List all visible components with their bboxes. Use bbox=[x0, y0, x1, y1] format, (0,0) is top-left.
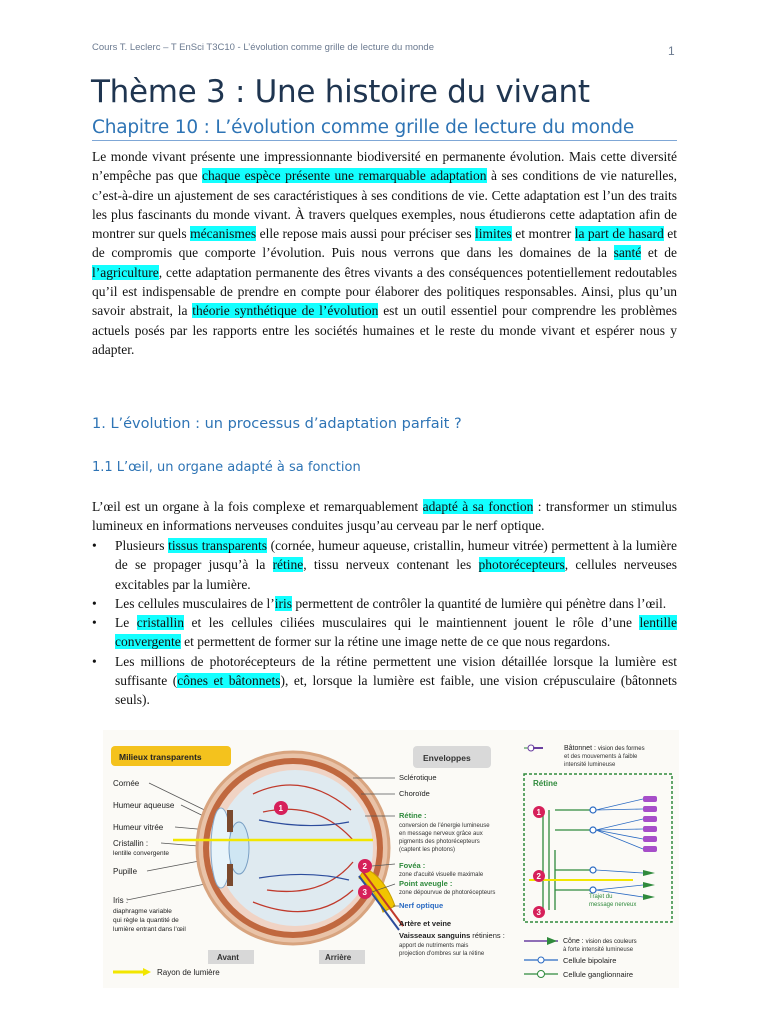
text-run: , cellules nerveuses excitables par la lumière. bbox=[115, 557, 677, 592]
highlighted-term: cristallin bbox=[136, 615, 185, 631]
highlighted-term: adapté à sa fonction bbox=[422, 499, 534, 514]
point-aveugle-desc: zone dépourvue de photorécepteurs bbox=[399, 890, 496, 896]
label-pupille: Pupille bbox=[113, 867, 138, 876]
retina-detail bbox=[524, 745, 672, 922]
batonnet-desc-3: intensité lumineuse bbox=[564, 762, 616, 768]
label-humeur-vitree: Humeur vitrée bbox=[113, 823, 164, 832]
label-iris-desc-1: diaphragme variable bbox=[113, 908, 172, 915]
highlighted-term: l’agriculture bbox=[92, 264, 159, 280]
chapter-title: Chapitre 10 : L’évolution comme grille de lecture du monde bbox=[92, 117, 677, 141]
vaisseaux-desc-2: projection d'ombres sur la rétine bbox=[399, 951, 485, 957]
page-number: 1 bbox=[668, 44, 675, 58]
text-run: Le bbox=[115, 615, 137, 631]
text-run: (cornée, humeur aqueuse, cristallin, humeur vitrée) permettent à la lumière de se propager jusqu’à la bbox=[115, 538, 677, 573]
text-run: à ses conditions de vie naturelles, c’est-à-dire un ajustement de ses caractéristiques à ses conditions de vie. Cette adaptation est l’un des traits les plus fascinants du monde vivant. À travers quelques exemples, nous étudierons cette adaptation afin de montrer sur quels bbox=[92, 168, 678, 242]
page-title: Thème 3 : Une histoire du vivant bbox=[91, 74, 590, 110]
vaisseaux-suffix: rétiniens : bbox=[472, 931, 505, 940]
text-run: , cette adaptation permanente des êtres vivants a des conséquences potentiellement redoutables qu’il est indispensable de prendre en compte pour élaborer des politiques responsables. Ainsi, plus qu’un savoir abstrait, la bbox=[92, 264, 677, 319]
cone-desc-1: vision des couleurs bbox=[585, 939, 637, 945]
batonnet-line bbox=[564, 745, 645, 752]
highlighted-term: iris bbox=[274, 595, 292, 611]
batonnet-desc-2: et des mouvements à faible bbox=[564, 754, 638, 760]
section-heading-1-1: 1.1 L’œil, un organe adapté à sa fonction bbox=[92, 460, 361, 475]
milieux-title: Milieux transparents bbox=[119, 752, 202, 762]
label-fovea: Fovéa : bbox=[399, 861, 426, 870]
vaisseaux-title: Vaisseaux sanguins bbox=[399, 931, 471, 940]
text-run: et permettent de former sur la rétine une image nette de ce que nous regardons. bbox=[180, 634, 611, 650]
cone-line bbox=[563, 938, 637, 945]
label-bipolaire: Cellule bipolaire bbox=[563, 956, 617, 965]
retine-desc-2: en message nerveux grâce aux bbox=[399, 831, 483, 837]
label-iris: Iris : bbox=[113, 896, 129, 905]
running-header: Cours T. Leclerc – T EnSci T3C10 - L’évolution comme grille de lecture du monde bbox=[92, 42, 434, 53]
trajet-label-1: Trajet du bbox=[589, 894, 613, 900]
highlighted-term: chaque espèce présente une remarquable adaptation bbox=[202, 168, 487, 184]
label-humeur-aqueuse: Humeur aqueuse bbox=[113, 801, 175, 810]
text-run: et de compromis que comporte l’évolution. Puis nous verrons que dans les domaines de la bbox=[92, 226, 678, 261]
batonnet-desc-1: vision des formes bbox=[597, 746, 645, 752]
label-sclerotique: Sclérotique bbox=[399, 773, 437, 782]
bullet-glyph: • bbox=[92, 538, 97, 553]
text-run: Plusieurs bbox=[115, 538, 169, 553]
marker-1: 1 bbox=[278, 804, 283, 813]
label-vaisseaux bbox=[399, 931, 505, 940]
text-run: et montrer bbox=[511, 226, 575, 242]
bullet-glyph: • bbox=[92, 615, 97, 631]
batonnet-title: Bâtonnet : bbox=[564, 745, 596, 752]
label-avant: Avant bbox=[217, 953, 239, 962]
highlighted-term: la part de hasard bbox=[574, 226, 664, 242]
highlighted-term: limites bbox=[475, 226, 512, 242]
label-point-aveugle: Point aveugle : bbox=[399, 879, 453, 888]
text-run: elle repose mais aussi pour préciser ses bbox=[256, 226, 476, 242]
cone-desc-2: à forte intensité lumineuse bbox=[563, 947, 634, 953]
legend-rayon: Rayon de lumière bbox=[157, 968, 220, 977]
label-choroide: Choroïde bbox=[399, 789, 430, 798]
text-run: permettent de contrôler la quantité de lumière qui pénètre dans l’œil. bbox=[291, 595, 667, 611]
label-retine: Rétine : bbox=[399, 811, 427, 820]
bullet-glyph: • bbox=[92, 595, 97, 611]
text-run: , tissu nerveux contenant les bbox=[303, 557, 479, 573]
bullet-item bbox=[92, 613, 677, 652]
text-run: Le monde vivant présente une impressionnante biodiversité en permanente évolution. Mais cette diversité n’empêche pas que bbox=[92, 149, 677, 184]
cone-title: Cône : bbox=[563, 938, 584, 945]
label-iris-desc-3: lumière entrant dans l'œil bbox=[113, 926, 186, 933]
retina-marker-2: 2 bbox=[536, 872, 541, 881]
bullet-item bbox=[92, 536, 677, 594]
trajet-label-2: message nerveux bbox=[589, 902, 637, 908]
highlighted-term: santé bbox=[613, 245, 642, 261]
label-ganglionnaire: Cellule ganglionnaire bbox=[563, 970, 634, 979]
text-run: : transformer un stimulus lumineux en informations nerveuses conduites jusqu’au cerveau par le nerf optique. bbox=[92, 499, 677, 534]
retine-desc-4: (captent les photons) bbox=[399, 847, 456, 853]
retine-desc-1: conversion de l'énergie lumineuse bbox=[399, 823, 490, 829]
text-run: L’œil est un organe à la fois complexe et remarquablement bbox=[92, 499, 423, 514]
label-cristallin: Cristallin : bbox=[113, 839, 149, 848]
intro-paragraph bbox=[92, 147, 677, 359]
highlighted-term: photorécepteurs bbox=[478, 557, 565, 573]
eye-intro-paragraph bbox=[92, 497, 677, 536]
bullet-item bbox=[92, 652, 677, 710]
eye-diagram bbox=[103, 730, 679, 988]
highlighted-term: tissus transparents bbox=[168, 538, 268, 553]
bullet-glyph: • bbox=[92, 653, 97, 669]
highlighted-term: théorie synthétique de l’évolution bbox=[192, 303, 379, 319]
label-cornee: Cornée bbox=[113, 779, 140, 788]
label-iris-desc-2: qui règle la quantité de bbox=[113, 917, 179, 924]
bullet-item bbox=[92, 594, 677, 613]
text-run: est un outil essentiel pour comprendre les problèmes actuels posés par les rapports entre les sociétés humaines et le reste du monde vivant et espérer nous y adapter. bbox=[92, 303, 677, 357]
label-nerf-optique: Nerf optique bbox=[399, 901, 444, 910]
label-artere: Artère et veine bbox=[399, 919, 452, 928]
text-run: Les cellules musculaires de l’ bbox=[115, 595, 275, 611]
retine-desc-3: pigments des photorécepteurs bbox=[399, 839, 480, 845]
retina-marker-3: 3 bbox=[536, 908, 541, 917]
label-arriere: Arrière bbox=[325, 953, 352, 962]
retine-box-label: Rétine bbox=[533, 779, 558, 788]
text-run: et les cellules ciliées musculaires qui le maintiennent jouent le rôle d’une bbox=[184, 615, 640, 631]
text-run: Les millions de photorécepteurs de la rétine permettent une vision détaillée lorsque la lumière est suffisante ( bbox=[115, 653, 677, 689]
label-cristallin-desc: lentille convergente bbox=[113, 850, 170, 857]
marker-2: 2 bbox=[362, 862, 367, 871]
vaisseaux-desc-1: apport de nutriments mais bbox=[399, 943, 469, 949]
text-run: ), et, lorsque la lumière est faible, une vision crépusculaire (bâtonnets seuls). bbox=[115, 673, 677, 708]
fovea-desc: zone d'acuité visuelle maximale bbox=[399, 872, 484, 878]
highlighted-term: rétine bbox=[272, 557, 304, 573]
text-run: et de bbox=[641, 245, 677, 261]
highlighted-term: lentille convergente bbox=[115, 615, 677, 650]
bullet-list bbox=[92, 536, 677, 710]
enveloppes-title: Enveloppes bbox=[423, 753, 471, 763]
marker-3: 3 bbox=[362, 888, 367, 897]
highlighted-term: cônes et bâtonnets bbox=[177, 673, 281, 689]
eyeball-drawing bbox=[197, 752, 403, 944]
highlighted-term: mécanismes bbox=[190, 226, 257, 242]
retina-marker-1: 1 bbox=[536, 808, 541, 817]
section-heading-1: 1. L’évolution : un processus d’adaptation parfait ? bbox=[92, 416, 462, 432]
